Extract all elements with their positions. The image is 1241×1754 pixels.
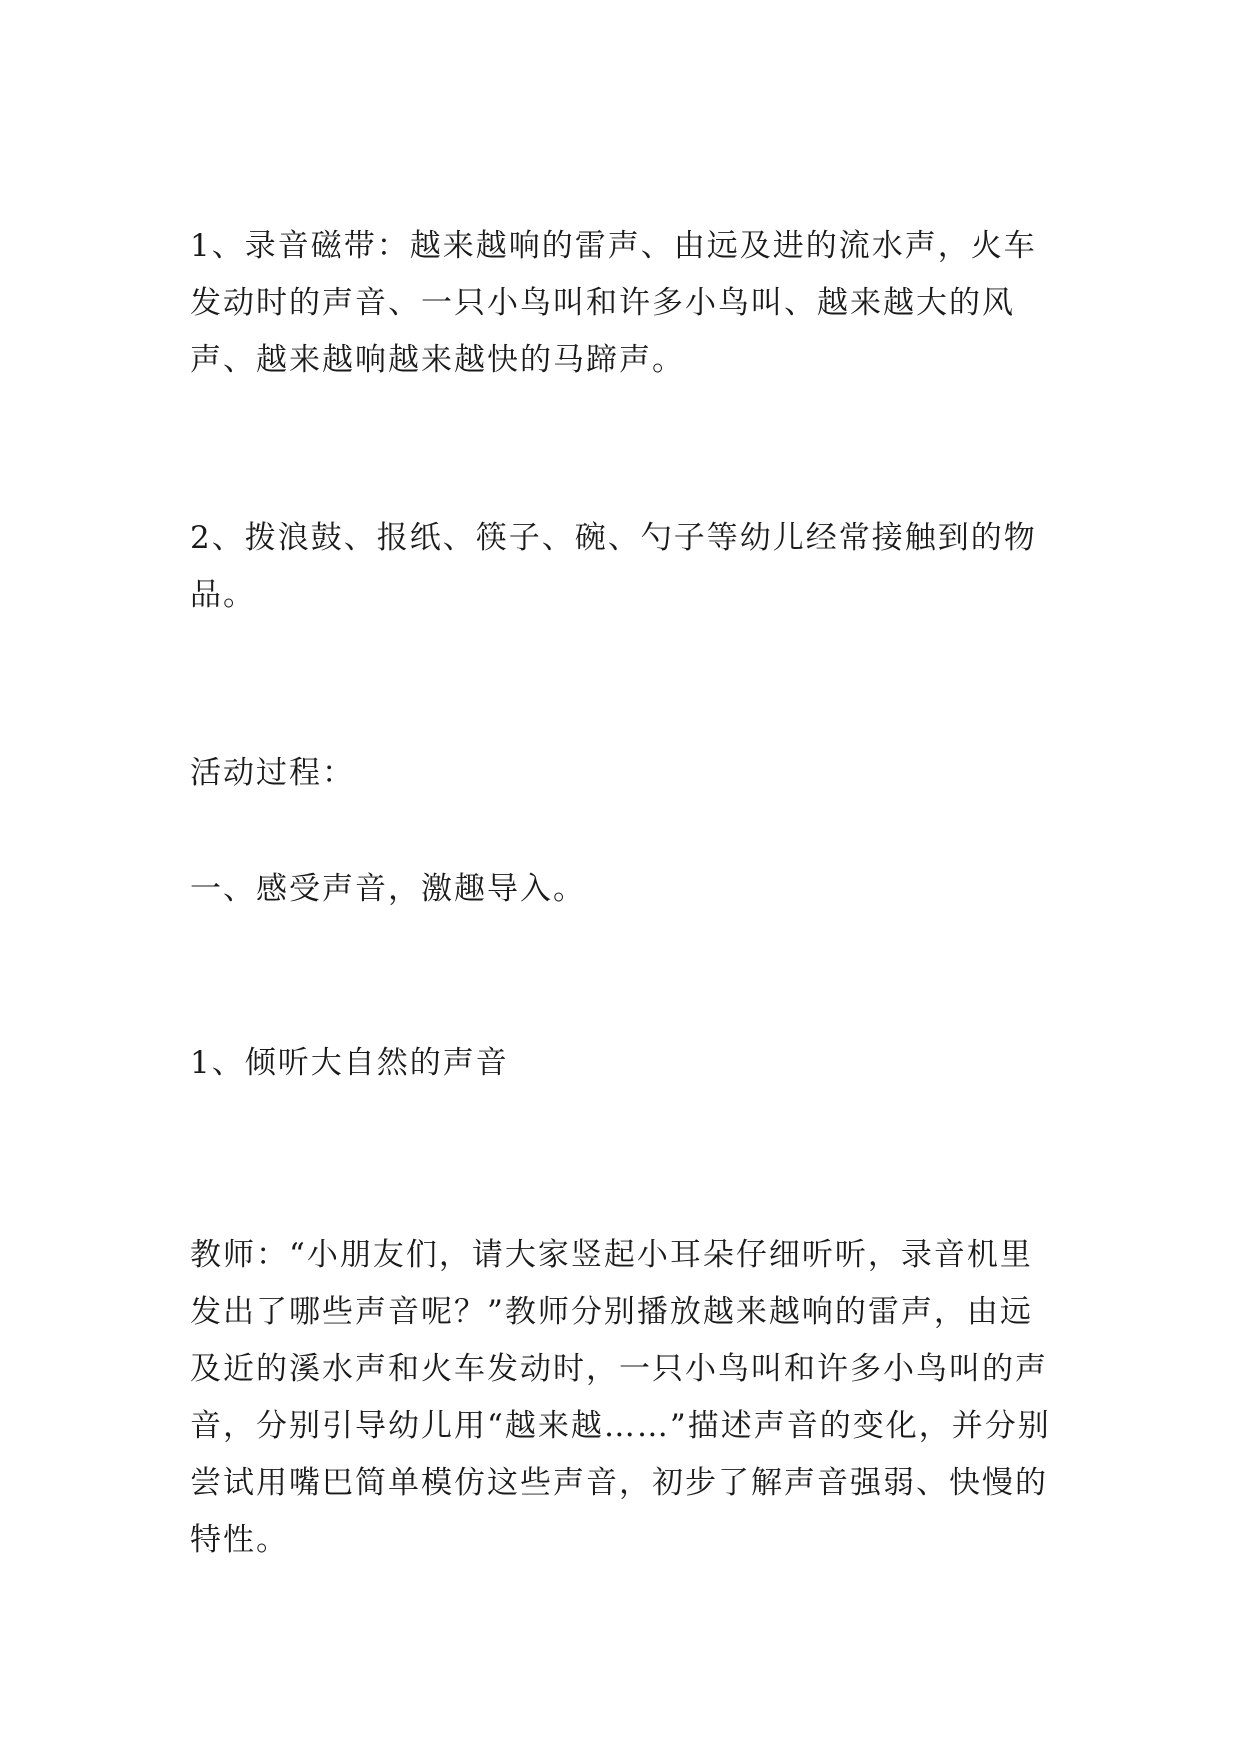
step-heading-1: 一、感受声音，激趣导入。: [190, 871, 586, 907]
substep-heading-1: 1、倾听大自然的声音: [190, 1045, 509, 1081]
teacher-instruction-paragraph: 教师：“小朋友们，请大家竖起小耳朵仔细听听，录音机里发出了哪些声音呢？”教师分别播放越来越响的雷声，由远及近的溪水声和火车发动时，一只小鸟叫和许多小鸟叫的声音，分别引导幼儿用“越来越……”描述声音的变化，并分别尝试用嘴巴简单模仿这些声音，初步了解声音强弱、快慢的特性。: [190, 1237, 1051, 1558]
materials-item-2: 2、拨浪鼓、报纸、筷子、碗、勺子等幼儿经常接触到的物品。: [190, 520, 1037, 613]
section-heading-activity-process: 活动过程：: [190, 755, 355, 791]
materials-item-1: 1、录音磁带：越来越响的雷声、由远及进的流水声，火车发动时的声音、一只小鸟叫和许多小鸟叫、越来越大的风声、越来越响越来越快的马蹄声。: [190, 228, 1037, 378]
